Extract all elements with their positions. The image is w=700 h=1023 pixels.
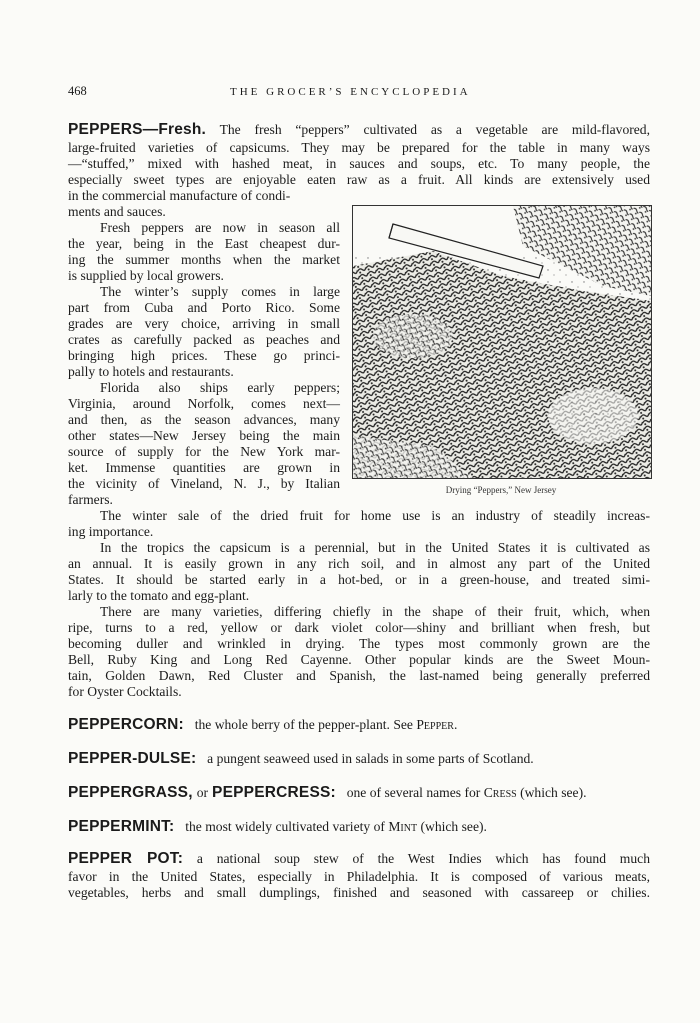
- peppers-line-5: in the commercial manufacture of condi-: [68, 188, 291, 203]
- peppers-line-20: other states—New Jersey being the main: [68, 428, 340, 443]
- peppers-line-19: and then, as the season advances, many: [68, 412, 340, 427]
- peppers-line-14: crates as carefully packed as peaches and: [68, 332, 340, 347]
- entry-or: or: [196, 785, 209, 800]
- pepper-pot-line-3: vegetables, herbs and small dumplings, finished and seasoned with cassareep or chilies.: [68, 885, 650, 900]
- peppers-line-30: larly to the tomato and egg-plant.: [68, 588, 250, 603]
- peppers-line-23: the vicinity of Vineland, N. J., by Italian: [68, 476, 340, 491]
- cross-reference: Cress: [483, 785, 517, 800]
- entry-definition: a national soup stew of the West Indies which has found much: [196, 851, 650, 866]
- figure-caption: Drying “Peppers,” New Jersey: [445, 485, 557, 495]
- peppers-line-10: is supplied by local growers.: [68, 268, 224, 283]
- peppers-line-35: tain, Golden Dawn, Red Cluster and Spanish, the last-named being generally preferred: [68, 668, 650, 683]
- peppers-line-36: for Oyster Cocktails.: [68, 684, 182, 699]
- peppers-line-9: ing the summer months when the market: [68, 252, 340, 267]
- entry-head: PEPPER POT:: [68, 850, 184, 867]
- peppers-line-16: pally to hotels and restaurants.: [68, 364, 234, 379]
- peppers-line-31: There are many varieties, differing chiefly in the shape of their fruit, which, when: [100, 604, 650, 619]
- peppers-line-28: an annual. It is easily grown in any rich soil, and in almost any part of the United: [68, 556, 650, 571]
- entry-peppergrass: [68, 784, 650, 802]
- pepper-pot-line-1: [68, 851, 650, 867]
- peppers-line-13: grades are very choice, arriving in small: [68, 316, 340, 331]
- peppers-line-17: Florida also ships early peppers;: [100, 380, 340, 395]
- cross-reference: Pepper: [416, 717, 454, 732]
- entry-definition: a pungent seaweed used in salads in some parts of Scotland.: [207, 751, 534, 766]
- entry-head: PEPPERGRASS,: [68, 784, 193, 801]
- peppers-line-26: ing importance.: [68, 524, 154, 539]
- drying-peppers-photo: [352, 205, 652, 479]
- peppers-line-11: The winter’s supply comes in large: [100, 284, 340, 299]
- page-number: 468: [68, 84, 87, 98]
- entry-definition: one of several names for Cress (which see).: [346, 785, 587, 800]
- peppers-line-24: farmers.: [68, 492, 113, 507]
- peppers-line-4: especially sweet types are enjoyable eaten raw as a fruit. All kinds are extensively used: [68, 172, 650, 187]
- peppers-line-8: the year, being in the East cheapest dur-: [68, 236, 340, 251]
- peppers-line-18: Virginia, around Norfolk, comes next—: [68, 396, 340, 411]
- entry-definition: the whole berry of the pepper-plant. See Pepper.: [194, 717, 458, 732]
- peppers-line-22: ket. Immense quantities are grown in: [68, 460, 340, 475]
- peppers-line-6: ments and sauces.: [68, 204, 166, 219]
- peppers-line-29: States. It should be started early in a hot-bed, or in a green-house, and treated simi-: [68, 572, 650, 587]
- entry-head: PEPPERCORN:: [68, 716, 184, 733]
- peppers-line-2: large-fruited varieties of capsicums. They may be prepared for the table in many ways: [68, 140, 650, 155]
- peppers-line-32: ripe, turns to a red, yellow or dark violet color—shiny and brilliant when fresh, but: [68, 620, 650, 635]
- entry-pepper-dulse: [68, 750, 650, 768]
- peppers-line-33: becoming duller and wrinkled in drying. The types most commonly grown are the: [68, 636, 650, 651]
- peppers-text: The fresh “peppers” cultivated as a vegetable are mild-flavored,: [219, 122, 650, 137]
- peppers-line-25: The winter sale of the dried fruit for home use is an industry of steadily increas-: [100, 508, 650, 523]
- pepper-pot-line-2: favor in the United States, especially in Philadelphia. It is composed of various meats,: [68, 869, 650, 884]
- entry-head: PEPPER-DULSE:: [68, 750, 197, 767]
- running-title: THE GROCER’S ENCYCLOPEDIA: [230, 86, 471, 98]
- peppers-heading: PEPPERS—Fresh.: [68, 121, 207, 138]
- peppers-line-3: —“stuffed,” mixed with hashed meat, in sauces and soups, etc. To many people, the: [68, 156, 650, 171]
- entry-head-alt: PEPPERCRESS:: [212, 784, 336, 801]
- cross-reference: Mint: [388, 819, 418, 834]
- peppers-line-12: part from Cuba and Porto Rico. Some: [68, 300, 340, 315]
- entry-peppermint: [68, 818, 650, 836]
- entry-peppercorn: [68, 716, 650, 734]
- peppers-line-21: source of supply for the New York mar-: [68, 444, 340, 459]
- peppers-line-7: Fresh peppers are now in season all: [100, 220, 340, 235]
- entry-definition: the most widely cultivated variety of Mint (which see).: [185, 819, 487, 834]
- peppers-line-15: bringing high prices. These go princi-: [68, 348, 340, 363]
- peppers-line-27: In the tropics the capsicum is a perennial, but in the United States it is cultivated as: [100, 540, 650, 555]
- peppers-line-34: Bell, Ruby King and Long Red Cayenne. Other popular kinds are the Sweet Moun-: [68, 652, 650, 667]
- peppers-line-1: [68, 122, 650, 138]
- entry-head: PEPPERMINT:: [68, 818, 175, 835]
